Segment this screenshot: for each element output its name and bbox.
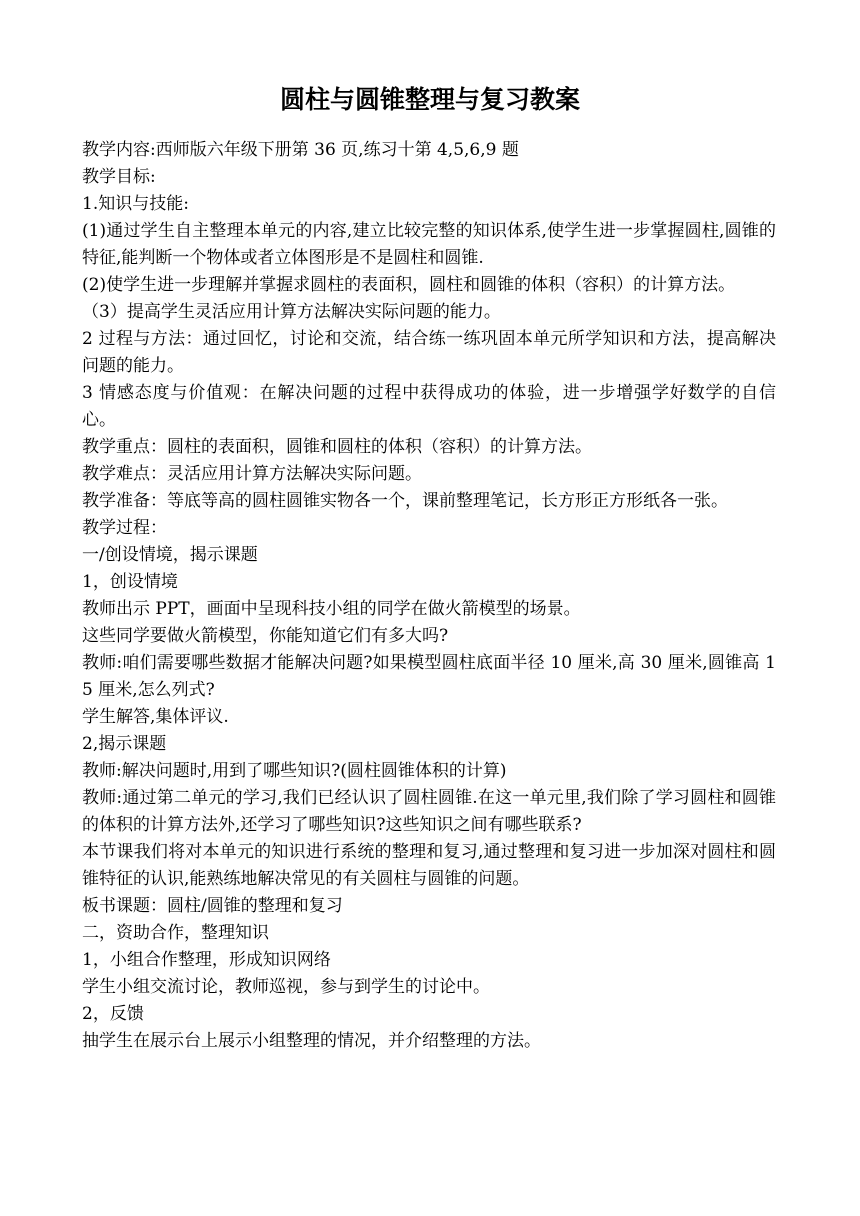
- paragraph-group-discussion: 学生小组交流讨论，教师巡视，参与到学生的讨论中。: [82, 977, 490, 997]
- document-title: 圆柱与圆锥整理与复习教案: [279, 85, 580, 114]
- paragraph-key-points: 教学重点：圆柱的表面积，圆锥和圆柱的体积（容积）的计算方法。: [82, 437, 592, 457]
- paragraph-teaching-process: 教学过程：: [82, 518, 167, 538]
- paragraph-lesson-intro: 本节课我们将对本单元的知识进行系统的整理和复习,通过整理和复习进一步加深对圆柱和圆锥特征的认识,能熟练地解决常见的有关圆柱与圆锥的问题。: [82, 842, 776, 889]
- paragraph-goal-3: （3）提高学生灵活应用计算方法解决实际问题的能力。: [82, 302, 501, 322]
- paragraph-goal-1: (1)通过学生自主整理本单元的内容,建立比较完整的知识体系,使学生进一步掌握圆柱,圆锥的特征,能判断一个物体或者立体图形是不是圆柱和圆锥.: [82, 221, 776, 268]
- paragraph-teacher-unit: 教师:通过第二单元的学习,我们已经认识了圆柱圆锥.在这一单元里,我们除了学习圆柱和圆锥的体积的计算方法外,还学习了哪些知识?这些知识之间有哪些联系?: [82, 788, 776, 835]
- paragraph-rocket-question: 这些同学要做火箭模型，你能知道它们有多大吗?: [82, 626, 449, 646]
- subheading-group-work: 1，小组合作整理，形成知识网络: [82, 950, 331, 970]
- paragraph-goal-2: (2)使学生进一步理解并掌握求圆柱的表面积，圆柱和圆锥的体积（容积）的计算方法。: [82, 275, 736, 295]
- paragraph-board-topic: 板书课题：圆柱/圆锥的整理和复习: [82, 896, 343, 916]
- paragraph-teacher-data: 教师:咱们需要哪些数据才能解决问题?如果模型圆柱底面半径 10 厘米,高 30 厘米,圆锥高 15 厘米,怎么列式?: [82, 653, 776, 700]
- document-body: [82, 137, 776, 1055]
- paragraph-preparation: 教学准备：等底等高的圆柱圆锥实物各一个，课前整理笔记，长方形正方形纸各一张。: [82, 491, 728, 511]
- subheading-feedback: 2，反馈: [82, 1004, 144, 1024]
- paragraph-process-method: 2 过程与方法：通过回忆，讨论和交流，结合练一练巩固本单元所学知识和方法，提高解决问题的能力。: [82, 329, 776, 376]
- section-heading-2: 二，资助合作，整理知识: [82, 923, 269, 943]
- paragraph-teaching-content: 教学内容:西师版六年级下册第 36 页,练习十第 4,5,6,9 题: [82, 140, 519, 160]
- subheading-reveal-topic: 2,揭示课题: [82, 734, 167, 754]
- paragraph-difficulties: 教学难点：灵活应用计算方法解决实际问题。: [82, 464, 422, 484]
- paragraph-attitude-values: 3 情感态度与价值观：在解决问题的过程中获得成功的体验，进一步增强学好数学的自信心。: [82, 383, 776, 430]
- paragraph-teacher-knowledge: 教师:解决问题时,用到了哪些知识?(圆柱圆锥体积的计算): [82, 761, 507, 781]
- paragraph-knowledge-skills: 1.知识与技能:: [82, 194, 189, 214]
- paragraph-student-answer: 学生解答,集体评议.: [82, 707, 229, 727]
- paragraph-ppt: 教师出示 PPT，画面中呈现科技小组的同学在做火箭模型的场景。: [82, 599, 581, 619]
- paragraph-showcase: 抽学生在展示台上展示小组整理的情况，并介绍整理的方法。: [82, 1031, 541, 1051]
- section-heading-1: 一/创设情境，揭示课题: [82, 545, 258, 565]
- paragraph-teaching-goals: 教学目标:: [82, 167, 156, 187]
- subheading-create-scene: 1，创设情境: [82, 572, 178, 592]
